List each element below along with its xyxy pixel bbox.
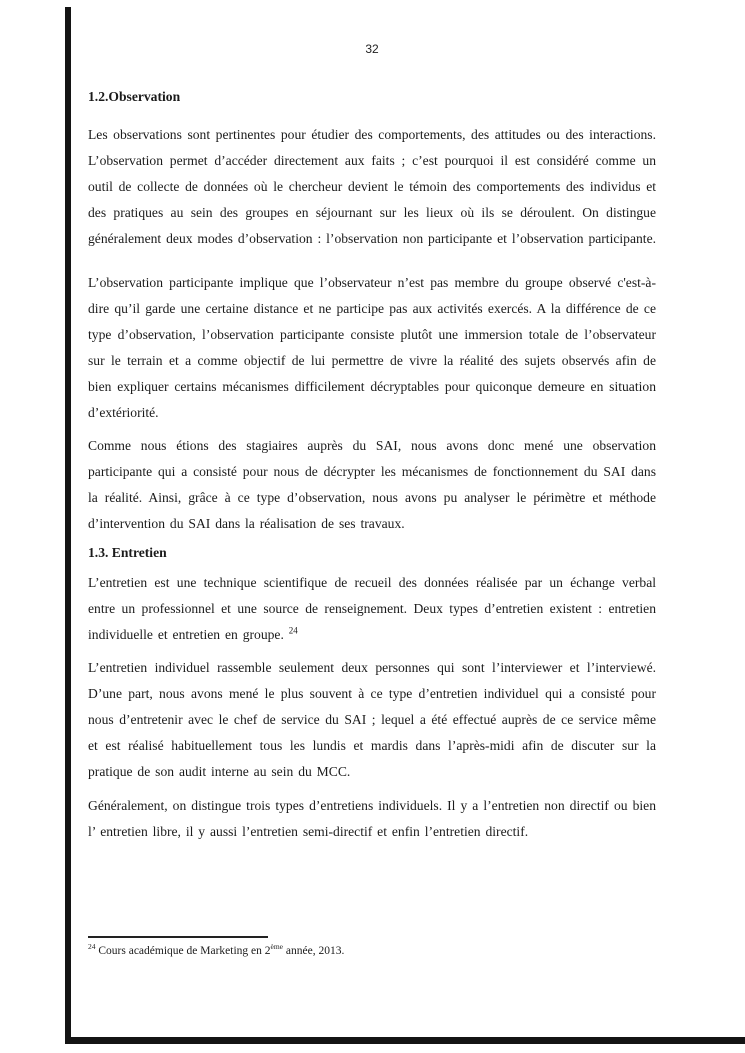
- scan-border-bottom: [65, 1037, 745, 1044]
- paragraph-entretien-1-text: L’entretien est une technique scientifique de recueil des données réalisée par un échange verbal entre un professionnel et une source de renseignement. Deux types d’entretien existent : entretien individuelle et entretien en groupe.: [88, 575, 656, 642]
- footnote-text: [88, 943, 656, 959]
- footnote-marker: 24: [88, 942, 96, 952]
- paragraph-entretien-1: [88, 570, 656, 648]
- page-number: 32: [365, 42, 379, 56]
- scan-border-left: [65, 7, 71, 1044]
- footnote-block: [88, 936, 656, 959]
- paragraph-entretien-2: L’entretien individuel rassemble seulement deux personnes qui sont l’interviewer et l’interviewé. D’une part, nous avons mené le plus souvent à ce type d’entretien individuel qui a consisté pour nous d’entretenir avec le chef de service du SAI ; lequel a été effectué auprès de ce service même et est réalisé habituellement tous les lundis et mardis dans l’après-midi afin de discuter sur la pratique de son audit interne au sein du MCC.: [88, 660, 656, 779]
- paragraph-observation-3: Comme nous étions des stagiaires auprès du SAI, nous avons donc mené une observation participante qui a consisté pour nous de décrypter les mécanismes de fonctionnement du SAI dans la réalité. Ainsi, grâce à ce type d’observation, nous avons pu analyser le périmètre et méthode d’intervention du SAI dans la réalisation de ses travaux.: [88, 438, 656, 531]
- footnote-separator: [88, 936, 268, 938]
- footnote-superscript-eme: ème: [270, 942, 283, 952]
- paragraph-observation-1: Les observations sont pertinentes pour étudier des comportements, des attitudes ou des interactions. L’observation permet d’accéder directement aux faits ; c’est pourquoi il est considéré comme un outil de collecte de données où le chercheur devient le témoin des comportements des individus et des pratiques au sein des groupes en séjournant sur les lieux où ils se déroulent. On distingue généralement deux modes d’observation : l’observation non participante et l’observation participante.: [88, 127, 657, 246]
- paragraph-observation-2: L’observation participante implique que l’observateur n’est pas membre du groupe observé c'est-à-dire qu’il garde une certaine distance et ne participe pas aux activités exercés. A la différence de ce type d’observation, l’observation participante consiste plutôt une immersion totale de l’observateur sur le terrain et a comme objectif de lui permettre de vivre la réalité des sujets observés afin de bien expliquer certains mécanismes difficilement décryptables pour quiconque demeure en situation d’extériorité.: [88, 275, 656, 420]
- footnote-text-part1: Cours académique de Marketing en 2: [95, 945, 271, 957]
- footnote-reference-24: 24: [288, 625, 298, 636]
- page-content: [88, 42, 656, 845]
- section-heading-observation: 1.2.Observation: [88, 89, 181, 104]
- paragraph-entretien-3: Généralement, on distingue trois types d’entretiens individuels. Il y a l’entretien non directif ou bien l’ entretien libre, il y aussi l’entretien semi-directif et enfin l’entretien directif.: [88, 798, 656, 839]
- footnote-text-part2: année, 2013.: [283, 945, 345, 957]
- section-heading-entretien: 1.3. Entretien: [88, 545, 167, 560]
